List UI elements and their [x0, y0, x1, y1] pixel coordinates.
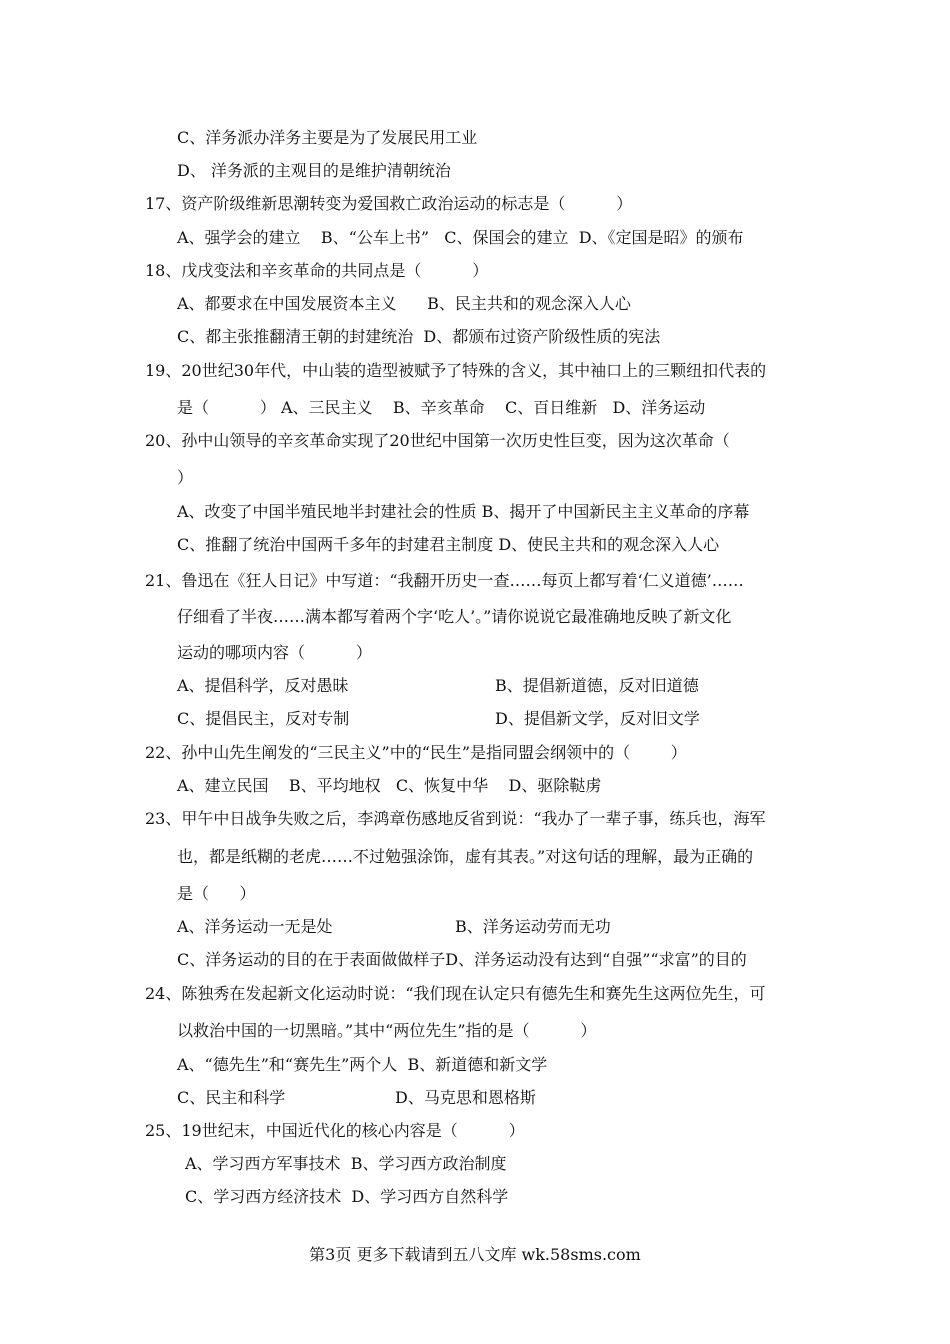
option-21a: A、提倡科学，反对愚昧 — [177, 676, 349, 695]
question-19: 19、20世纪30年代，中山装的造型被赋予了特殊的含义，其中袖口上的三颗纽扣代表的 — [145, 361, 767, 380]
option-16c: C、洋务派办洋务主要是为了发展民用工业 — [177, 128, 478, 147]
question-23: 23、甲午中日战争失败之后，李鸿章伤感地反省到说：“我办了一辈子事，练兵也，海军 — [145, 809, 766, 828]
options-25-ab: A、学习西方军事技术 B、学习西方政治制度 — [185, 1154, 507, 1173]
option-16d: D、 洋务派的主观目的是维护清朝统治 — [177, 161, 451, 180]
question-21-cont2: 运动的哪项内容（ ） — [177, 643, 372, 662]
options-25-cd: C、学习西方经济技术 D、学习西方自然科学 — [185, 1187, 509, 1206]
option-24c: C、民主和科学 — [177, 1088, 286, 1107]
option-24d: D、马克思和恩格斯 — [395, 1088, 536, 1107]
question-20-cont: ） — [177, 468, 194, 487]
question-23-cont1: 也，都是纸糊的老虎……不过勉强涂饰，虚有其表。”对这句话的理解，最为正确的 — [177, 847, 754, 866]
question-23-cont2: 是（ ） — [177, 884, 256, 903]
question-21-cont1: 仔细看了半夜……满本都写着两个字‘吃人’。”请你说说它最准确地反映了新文化 — [177, 607, 732, 626]
question-17: 17、资产阶级维新思潮转变为爱国救亡政治运动的标志是（ ） — [145, 194, 633, 213]
option-23a: A、洋务运动一无是处 — [177, 917, 333, 936]
options-22: A、建立民国 B、平均地权 C、恢复中华 D、驱除鞑虏 — [177, 776, 602, 795]
question-25: 25、19世纪末，中国近代化的核心内容是（ ） — [145, 1121, 525, 1140]
options-17: A、强学会的建立 B、“公车上书” C、保国会的建立 D、《定国是昭》的颁布 — [177, 228, 744, 247]
question-20: 20、孙中山领导的辛亥革命实现了20世纪中国第一次历史性巨变，因为这次革命（ — [145, 431, 730, 450]
question-19-cont: 是（ ） A、三民主义 B、辛亥革命 C、百日维新 D、洋务运动 — [177, 398, 706, 417]
options-18-cd: C、都主张推翻清王朝的封建统治 D、都颁布过资产阶级性质的宪法 — [177, 327, 661, 346]
question-24-cont: 以救治中国的一切黑暗。”其中“两位先生”指的是（ ） — [177, 1021, 597, 1040]
question-22: 22、孙中山先生阐发的“三民主义”中的“民生”是指同盟会纲领中的（ ） — [145, 743, 687, 762]
page-footer: 第3页 更多下载请到五八文库 wk.58sms.com — [309, 1245, 641, 1264]
option-21c: C、提倡民主，反对专制 — [177, 709, 350, 728]
options-20-cd: C、推翻了统治中国两千多年的封建君主制度 D、使民主共和的观念深入人心 — [177, 535, 720, 554]
question-21: 21、鲁迅在《狂人日记》中写道：“我翻开历史一查……每页上都写着‘仁义道德’…… — [145, 571, 744, 590]
options-23-cd: C、洋务运动的目的在于表面做做样子D、洋务运动没有达到“自强”“求富”的目的 — [177, 950, 747, 969]
question-18: 18、戊戌变法和辛亥革命的共同点是（ ） — [145, 261, 489, 280]
options-18-ab: A、都要求在中国发展资本主义 B、民主共和的观念深入人心 — [177, 294, 631, 313]
options-20-ab: A、改变了中国半殖民地半封建社会的性质 B、揭开了中国新民主主义革命的序幕 — [177, 502, 750, 521]
option-21b: B、提倡新道德，反对旧道德 — [495, 676, 699, 695]
options-24-ab: A、“德先生”和“赛先生”两个人 B、新道德和新文学 — [177, 1055, 548, 1074]
question-24: 24、陈独秀在发起新文化运动时说：“我们现在认定只有德先生和赛先生这两位先生，可 — [145, 984, 766, 1003]
option-23b: B、洋务运动劳而无功 — [455, 917, 611, 936]
option-21d: D、提倡新文学，反对旧文学 — [495, 709, 700, 728]
